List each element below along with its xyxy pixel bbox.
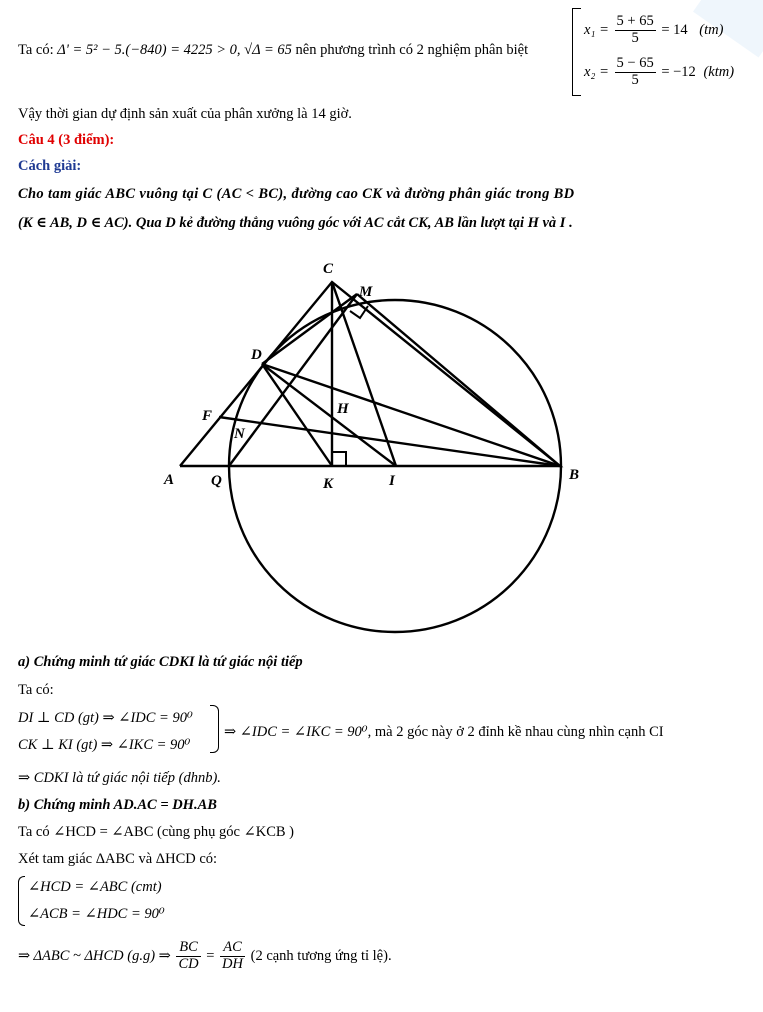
- label-d: D: [251, 347, 262, 363]
- part-b-brace: [18, 876, 25, 926]
- part-a-premise-1: DI ⊥ CD (gt) ⇒ ∠IDC = 90⁰: [18, 710, 193, 726]
- fraction-1-denominator: CD: [178, 955, 199, 972]
- part-a-result-expr: ⇒ ∠IDC = ∠IKC = 90⁰: [224, 724, 368, 740]
- part-a-premise-2: CK ⊥ KI (gt) ⇒ ∠IKC = 90⁰: [18, 737, 191, 753]
- label-a: A: [164, 472, 175, 488]
- part-b-ratio-note: (2 cạnh tương ứng tỉ lệ).: [250, 947, 392, 964]
- part-b-conclusion: [18, 940, 392, 973]
- part-b-line-1: Ta có ∠HCD = ∠ABC (cùng phụ góc ∠KCB ): [18, 824, 294, 840]
- line-di: [262, 364, 396, 466]
- method-heading: Cách giải:: [18, 158, 82, 174]
- x1-result: = 14: [661, 21, 688, 38]
- x2-denominator: 5: [631, 71, 639, 88]
- label-b: B: [569, 467, 580, 483]
- x2-numerator: 5 − 65: [616, 55, 654, 71]
- fraction-1-numerator: BC: [176, 940, 200, 957]
- part-b-system-2: ∠ACB = ∠HDC = 90⁰: [28, 906, 165, 922]
- x1-note: (tm): [699, 21, 724, 38]
- conclusion-text: Vậy thời gian dự định sản xuất của phân xưởng là 14 giờ.: [18, 106, 352, 122]
- label-i: I: [389, 473, 395, 489]
- label-f: F: [202, 408, 213, 424]
- problem-statement-2: (K ∈ AB, D ∈ AC). Qua D kẻ đường thẳng vuông góc với AC cắt CK, AB lần lượt tại H và I .: [18, 215, 573, 231]
- problem-statement-1: Cho tam giác ABC vuông tại C (AC < BC), đường cao CK và đường phân giác trong BD: [18, 186, 575, 202]
- x1-numerator: 5 + 65: [616, 13, 654, 29]
- x1-denominator: 5: [631, 29, 639, 46]
- part-b-line-2: Xét tam giác ΔABC và ΔHCD có:: [18, 851, 218, 867]
- fraction-2-numerator: AC: [220, 940, 245, 957]
- x1-label: x₁ =: [584, 21, 609, 38]
- part-a-taco: Ta có:: [18, 682, 54, 698]
- label-q: Q: [211, 473, 222, 489]
- label-m: M: [359, 284, 373, 300]
- part-a-conclusion: ⇒ CDKI là tứ giác nội tiếp (dhnb).: [18, 770, 221, 786]
- bisector-bd: [262, 364, 560, 466]
- line-dk: [262, 364, 332, 466]
- delta-suffix: nên phương trình có 2 nghiệm phân biệt: [291, 42, 529, 58]
- part-a-result-text: , mà 2 góc này ở 2 đỉnh kề nhau cùng nhìn cạnh CI: [367, 724, 664, 740]
- delta-expression: Δ' = 5² − 5.(−840) = 4225 > 0, √Δ = 65: [57, 42, 292, 58]
- equals-sign: =: [206, 947, 215, 964]
- part-b-system-1: ∠HCD = ∠ABC (cmt): [28, 879, 162, 895]
- label-n: N: [234, 426, 245, 442]
- delta-prefix: Ta có:: [18, 42, 58, 58]
- line-mq: [229, 294, 357, 466]
- label-k: K: [323, 476, 334, 492]
- line-dm: [262, 294, 357, 364]
- fraction-2-denominator: DH: [222, 955, 243, 972]
- part-a-result: [224, 724, 664, 741]
- x2-note: (ktm): [703, 63, 735, 80]
- x2-label: x₂ =: [584, 63, 609, 80]
- question-title: Câu 4 (3 điểm):: [18, 132, 115, 148]
- label-c: C: [323, 261, 334, 277]
- fraction-bc-cd: [176, 940, 200, 973]
- part-b-heading: b) Chứng minh AD.AC = DH.AB: [18, 797, 217, 813]
- right-angle-k: [332, 452, 346, 466]
- part-a-heading: a) Chứng minh tứ giác CDKI là tứ giác nội tiếp: [18, 654, 303, 670]
- fraction-ac-dh: [220, 940, 245, 973]
- label-h: H: [337, 401, 349, 417]
- x2-result: = −12: [661, 63, 696, 80]
- part-b-similarity: ⇒ ΔABC ~ ΔHCD (g.g) ⇒: [18, 947, 171, 964]
- part-a-brace: [210, 705, 219, 753]
